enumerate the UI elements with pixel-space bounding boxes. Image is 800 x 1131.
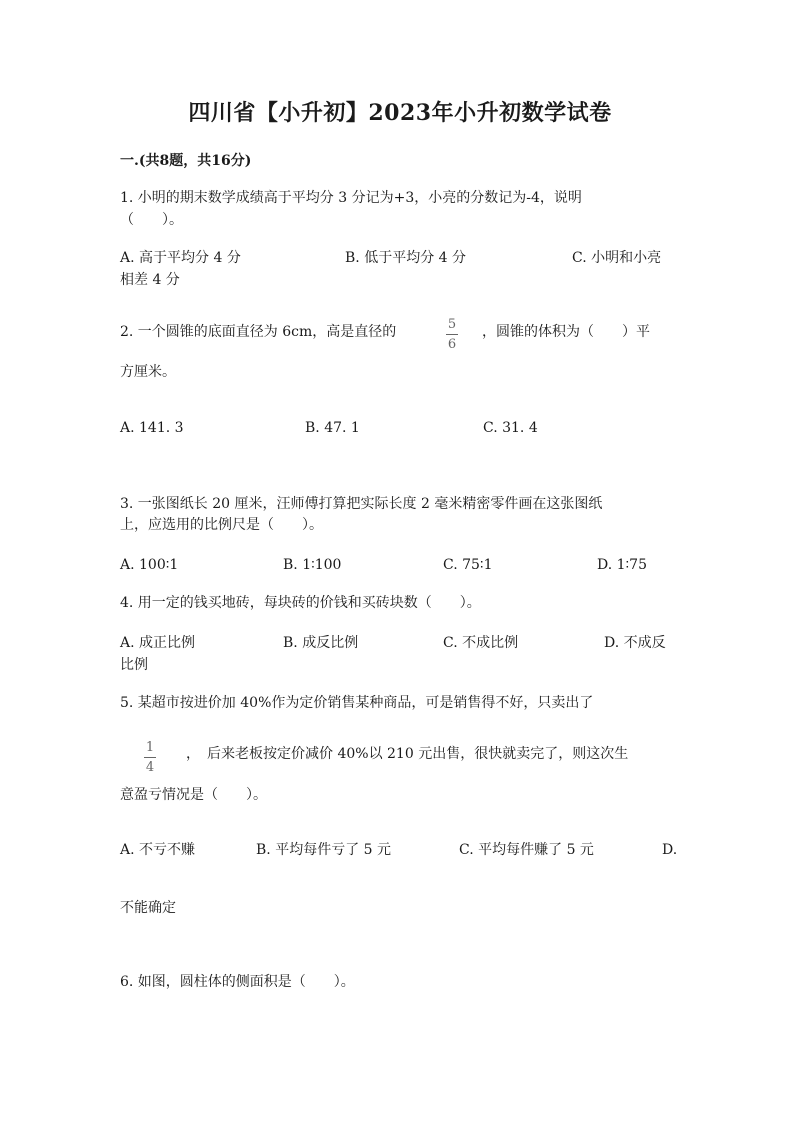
fraction-bar (446, 334, 458, 335)
fraction-numerator: 1 (145, 740, 155, 755)
question-5-text-cont: 意盈亏情况是（ ）。 (120, 787, 267, 803)
question-3-text: 3. 一张图纸长 20 厘米，汪师傅打算把实际长度 2 毫米精密零件画在这张图纸 (120, 496, 603, 512)
question-3-option-a: A. 100∶1 (120, 557, 179, 573)
question-5-option-c: C. 平均每件赚了 5 元 (459, 842, 594, 858)
question-6-text: 6. 如图，圆柱体的侧面积是（ ）。 (120, 974, 355, 990)
question-1-option-c-cont: 相差 4 分 (120, 272, 180, 288)
section-header: 一.(共8题，共16分) (120, 153, 252, 169)
question-5-option-d: D. (662, 842, 678, 858)
question-1-option-b: B. 低于平均分 4 分 (345, 250, 466, 266)
question-3-option-d: D. 1∶75 (597, 557, 647, 573)
question-5-fraction (144, 740, 156, 775)
question-4-option-d: D. 不成反 (604, 635, 666, 651)
question-2-fraction (446, 317, 458, 352)
question-1-option-a: A. 高于平均分 4 分 (120, 250, 241, 266)
question-3-option-c: C. 75∶1 (443, 557, 493, 573)
question-2-text-after-fraction: ，圆锥的体积为（ ）平 (482, 324, 650, 340)
question-1-text-cont: （ ）。 (120, 212, 183, 228)
question-5-text-after-fraction: ， 后来老板按定价减价 40%以 210 元出售，很快就卖完了，则这次生 (186, 746, 629, 762)
question-3-text-cont: 上，应选用的比例尺是（ ）。 (120, 517, 323, 533)
question-4-option-b: B. 成反比例 (283, 635, 359, 651)
fraction-bar (144, 757, 156, 758)
question-2-option-c: C. 31. 4 (483, 420, 538, 436)
fraction-denominator: 6 (447, 337, 457, 352)
question-2-text-cont: 方厘米。 (120, 364, 176, 380)
question-4-text: 4. 用一定的钱买地砖，每块砖的价钱和买砖块数（ ）。 (120, 595, 481, 611)
exam-title: 四川省【小升初】2023年小升初数学试卷 (188, 100, 612, 126)
question-5-option-b: B. 平均每件亏了 5 元 (256, 842, 391, 858)
question-1-option-c: C. 小明和小亮 (572, 250, 662, 266)
question-2-text: 2. 一个圆锥的底面直径为 6cm，高是直径的 (120, 324, 397, 340)
question-4-option-a: A. 成正比例 (120, 635, 196, 651)
question-5-option-a: A. 不亏不赚 (120, 842, 196, 858)
question-4-option-c: C. 不成比例 (443, 635, 519, 651)
fraction-denominator: 4 (145, 760, 155, 775)
fraction-numerator: 5 (447, 317, 457, 332)
question-5-option-d-cont: 不能确定 (120, 900, 176, 916)
question-2-option-b: B. 47. 1 (305, 420, 360, 436)
question-2-option-a: A. 141. 3 (120, 420, 184, 436)
question-3-option-b: B. 1∶100 (283, 557, 342, 573)
question-1-text: 1. 小明的期末数学成绩高于平均分 3 分记为+3，小亮的分数记为-4，说明 (120, 190, 582, 206)
question-4-option-d-cont: 比例 (120, 657, 148, 673)
question-5-text: 5. 某超市按进价加 40%作为定价销售某种商品，可是销售得不好，只卖出了 (120, 695, 594, 711)
